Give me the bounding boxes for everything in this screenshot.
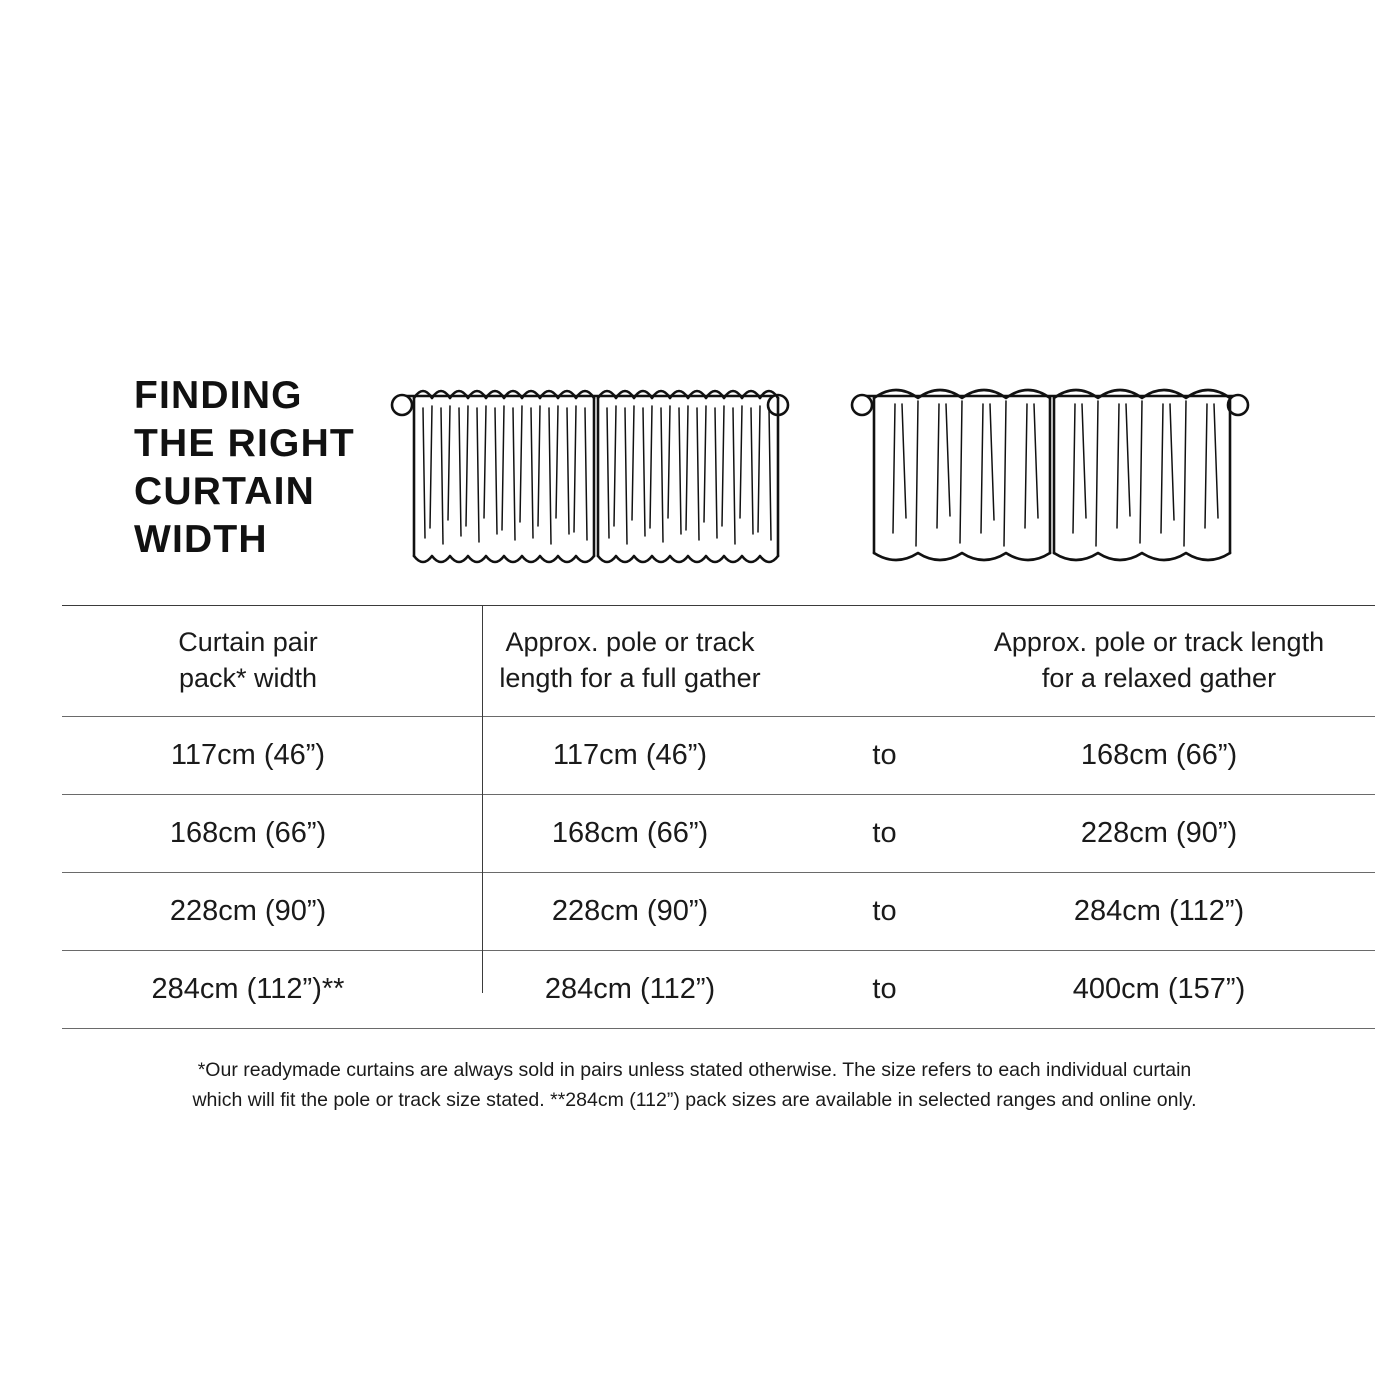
cell-relaxed-gather: 284cm (112”): [943, 873, 1375, 951]
title-line-1: FINDING: [134, 374, 303, 417]
header-area: [62, 360, 1327, 605]
cell-full-gather: 117cm (46”): [434, 717, 826, 795]
footnote-line-1: *Our readymade curtains are always sold in pairs unless stated otherwise. The size refers to each individual curtain: [197, 1059, 1192, 1081]
guide-content: [62, 360, 1327, 1115]
full-gather-curtain-illustration: [390, 368, 790, 593]
header-full-gather-line1: Approx. pole or track: [505, 627, 755, 657]
header-relaxed-gather-line1: Approx. pole or track length: [993, 627, 1325, 657]
relaxed-gather-curtain-illustration: [850, 368, 1250, 593]
header-relaxed-gather-line2: for a relaxed gather: [1041, 663, 1277, 693]
cell-to: to: [826, 795, 943, 873]
cell-full-gather: 228cm (90”): [434, 873, 826, 951]
cell-relaxed-gather: 400cm (157”): [943, 951, 1375, 1029]
title-line-4: WIDTH: [134, 518, 268, 561]
header-pack-width-line2: pack* width: [178, 663, 318, 693]
header-pack-width: [62, 606, 434, 717]
title-line-3: CURTAIN: [134, 470, 315, 513]
column-divider: [482, 605, 483, 993]
table-header-row: [62, 606, 1375, 717]
table-row: [62, 873, 1375, 951]
cell-pack-width: 117cm (46”): [62, 717, 434, 795]
table-row: [62, 717, 1375, 795]
table-row: [62, 795, 1375, 873]
cell-to: to: [826, 873, 943, 951]
footnote-line-2: which will fit the pole or track size stated. **284cm (112”) pack sizes are available in selected ranges and online only.: [192, 1089, 1197, 1111]
header-pack-width-line1: Curtain pair: [178, 627, 318, 657]
cell-pack-width: 228cm (90”): [62, 873, 434, 951]
title-line-2: THE RIGHT: [134, 422, 355, 465]
curtain-width-table: [62, 605, 1375, 1029]
header-full-gather-line2: length for a full gather: [499, 663, 761, 693]
cell-to: to: [826, 951, 943, 1029]
header-relaxed-gather: [943, 606, 1375, 717]
cell-full-gather: 284cm (112”): [434, 951, 826, 1029]
cell-full-gather: 168cm (66”): [434, 795, 826, 873]
cell-to: to: [826, 717, 943, 795]
header-full-gather: [434, 606, 826, 717]
footnote: [62, 1055, 1327, 1115]
cell-relaxed-gather: 168cm (66”): [943, 717, 1375, 795]
table-row: [62, 951, 1375, 1029]
header-spacer: [826, 606, 943, 717]
page-title: [62, 360, 362, 564]
cell-relaxed-gather: 228cm (90”): [943, 795, 1375, 873]
cell-pack-width: 168cm (66”): [62, 795, 434, 873]
cell-pack-width: 284cm (112”)**: [62, 951, 434, 1029]
illustration-group: [362, 360, 1327, 593]
